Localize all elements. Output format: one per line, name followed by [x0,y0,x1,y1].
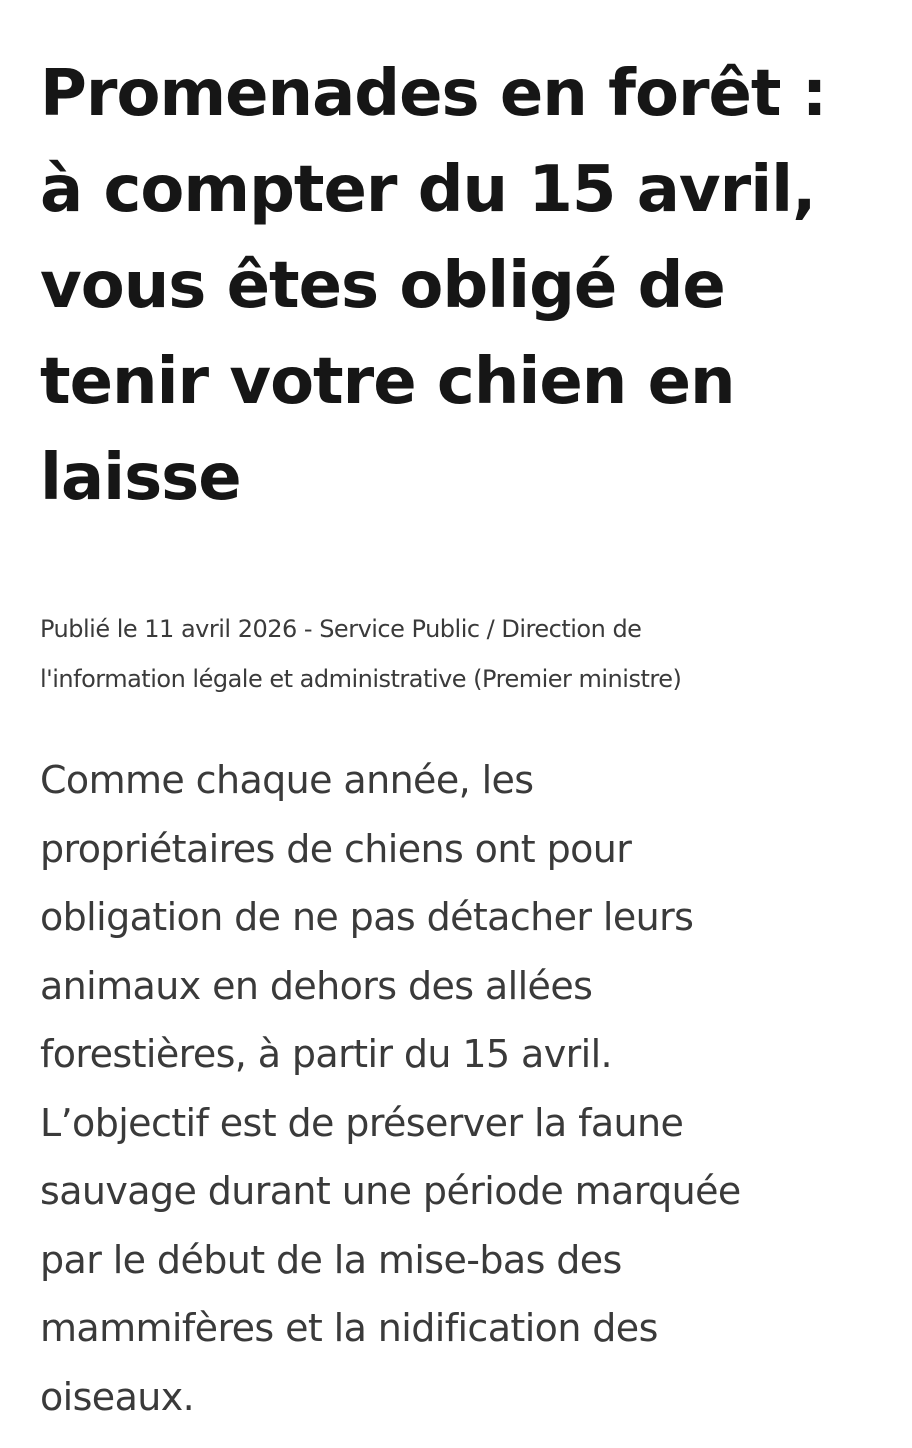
publication-info: Publié le 11 avril 2026 - Service Public / Direction de l'information légale et administrative (Premier ministre) [40,615,682,693]
article-title: Promenades en forêt : à compter du 15 avril, vous êtes obligé de tenir votre chien en laisse [40,57,827,515]
article-lead-paragraph: Comme chaque année, les propriétaires de chiens ont pour obligation de ne pas détacher leurs animaux en dehors des allées forestières, à partir du 15 avril. L’objectif est de préserver la faune sauvage durant une période marquée par le début de la mise-bas des mammifères et la nidification des oiseaux. [40,758,741,1419]
article [40,46,890,1431]
